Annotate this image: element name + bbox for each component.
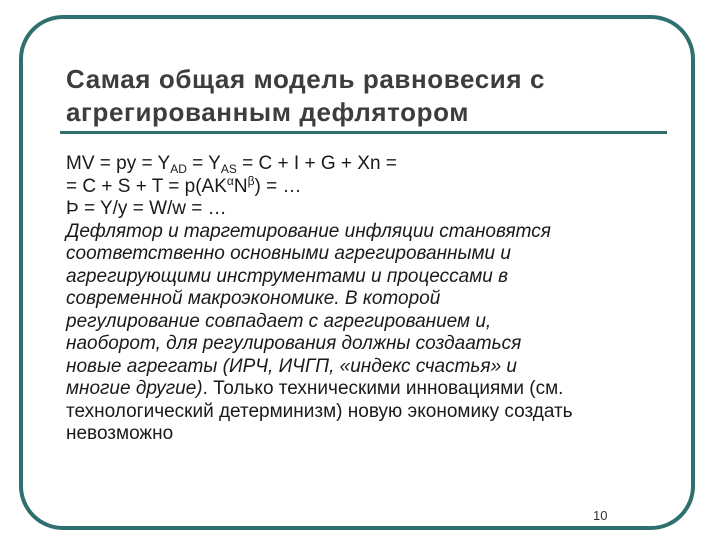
slide-body: [66, 153, 676, 446]
slide-title: [66, 63, 666, 129]
formula-text: MV = py = Y: [66, 153, 171, 174]
paragraph-line: технологический детерминизм) новую экономику создать: [66, 400, 573, 422]
paragraph-line: регулирование совпадает с агрегированием и,: [66, 310, 492, 332]
formula-line-2: [66, 173, 676, 199]
paragraph-line: агрегирующими инструментами и процессами в: [66, 265, 509, 287]
paragraph-line: современной макроэкономике. В которой: [66, 288, 441, 309]
paragraph-line-mixed: [66, 378, 676, 401]
superscript: β: [247, 173, 255, 188]
title-line-1: Самая общая модель равновесия с: [66, 64, 546, 94]
superscript: α: [226, 173, 234, 188]
italic-fragment: многие другие): [66, 378, 203, 399]
formula-text: = C + I + G + Xn =: [236, 153, 397, 174]
formula-text: ) = …: [254, 175, 302, 197]
page-number: 10: [593, 508, 608, 523]
subscript: AD: [170, 162, 187, 176]
paragraph-line: соответственно основными агрегированными и: [66, 243, 511, 264]
formula-text: = Y: [186, 153, 221, 174]
subscript: AS: [220, 162, 237, 176]
title-divider: [60, 131, 667, 134]
formula-text: N: [233, 175, 248, 197]
paragraph-line: невозможно: [66, 423, 174, 444]
normal-fragment: . Только техническими инновациями (см.: [202, 378, 564, 399]
title-line-2: агрегированным дефлятором: [66, 97, 470, 127]
formula-line-1: [66, 153, 676, 176]
paragraph-line: наоборот, для регулирования должны создааться: [66, 333, 522, 354]
paragraph-line: Дефлятор и таргетирование инфляции становятся: [66, 220, 551, 242]
paragraph-line: новые агрегаты (ИРЧ, ИЧГП, «индекс счастья» и: [66, 355, 517, 377]
formula-line-3: Þ = Y/y = W/w = …: [66, 198, 227, 219]
formula-text: = C + S + T = p(AK: [66, 175, 227, 197]
